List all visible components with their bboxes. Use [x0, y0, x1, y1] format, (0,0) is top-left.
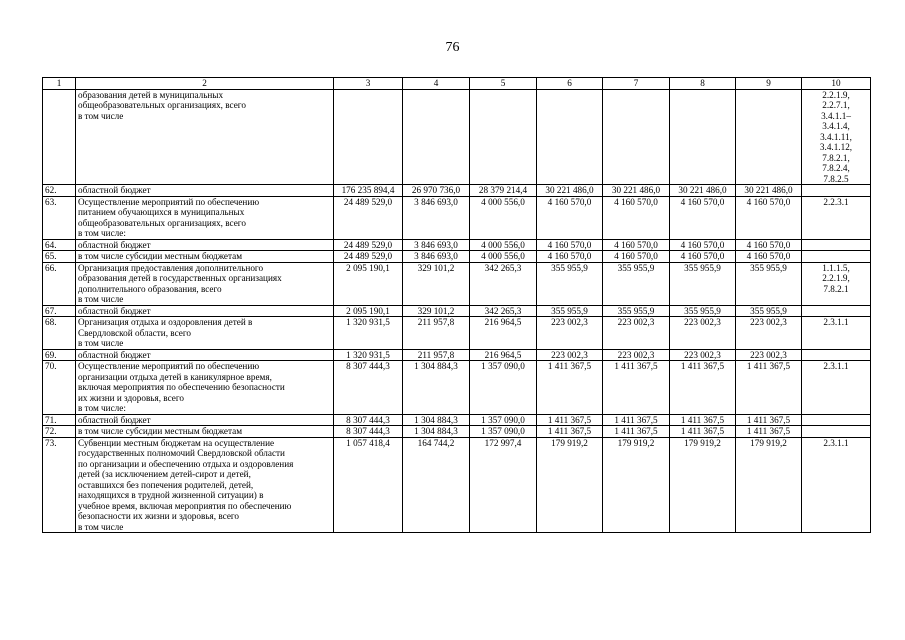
row-description	[76, 239, 334, 251]
target-reference-line: 7.8.2.1,	[822, 152, 850, 163]
description-line: образования детей в государственных организациях	[78, 273, 282, 283]
description-line: в том числе субсидии местным бюджетам	[78, 251, 243, 261]
description-line: их жизни и здоровья, всего	[78, 392, 184, 403]
column-header-3: 3	[334, 78, 403, 90]
description-line: общеобразовательных организациях, всего	[78, 100, 246, 110]
description-line: Осуществление мероприятий по обеспечению	[78, 196, 260, 207]
value-cell-col7: 1 411 367,5	[603, 426, 670, 438]
target-reference-line: 2.3.1.1	[823, 317, 849, 327]
value-cell-col3: 24 489 529,0	[334, 239, 403, 251]
description-line: в том числе:	[78, 228, 126, 238]
target-reference-line: 3.4.1.4,	[822, 121, 850, 131]
value-cell-col9: 1 411 367,5	[736, 361, 802, 415]
value-cell-col5: 1 357 090,0	[470, 361, 537, 415]
value-cell-col5	[470, 89, 537, 185]
table-row	[43, 437, 871, 533]
value-cell-col9: 4 160 570,0	[736, 239, 802, 251]
value-cell-col9: 1 411 367,5	[736, 426, 802, 438]
value-cell-col5: 216 964,5	[470, 317, 537, 350]
table-row	[43, 426, 871, 438]
value-cell-col9: 355 955,9	[736, 262, 802, 305]
value-cell-col3: 24 489 529,0	[334, 251, 403, 263]
target-reference-line: 3.4.1.12,	[819, 142, 853, 152]
value-cell-col6: 223 002,3	[537, 317, 603, 350]
value-cell-col7: 4 160 570,0	[603, 251, 670, 263]
row-description	[76, 196, 334, 239]
value-cell-col5: 342 265,3	[470, 305, 537, 317]
value-cell-col4: 1 304 884,3	[403, 426, 470, 438]
description-line: дополнительного образования, всего	[78, 283, 222, 294]
description-line: в том числе субсидии местным бюджетам	[78, 426, 243, 436]
row-description	[76, 89, 334, 185]
description-line: в том числе	[78, 110, 124, 121]
value-cell-col9: 30 221 486,0	[736, 185, 802, 197]
value-cell-col7: 355 955,9	[603, 305, 670, 317]
target-reference-line: 3.4.1.11,	[820, 131, 852, 142]
row-description	[76, 361, 334, 415]
value-cell-col4: 26 970 736,0	[403, 185, 470, 197]
description-line: областной бюджет	[78, 305, 151, 316]
target-reference-cell	[802, 239, 871, 251]
description-line: областной бюджет	[78, 239, 151, 250]
table-row	[43, 251, 871, 263]
value-cell-col3: 2 095 190,1	[334, 305, 403, 317]
description-line: государственных полномочий Свердловской области	[78, 448, 285, 458]
value-cell-col8: 1 411 367,5	[670, 414, 736, 426]
value-cell-col6: 4 160 570,0	[537, 251, 603, 263]
row-number: 73.	[43, 437, 76, 533]
value-cell-col4: 211 957,8	[403, 349, 470, 361]
target-reference-cell	[802, 317, 871, 350]
value-cell-col6: 1 411 367,5	[537, 414, 603, 426]
row-number	[43, 89, 76, 185]
value-cell-col8: 30 221 486,0	[670, 185, 736, 197]
value-cell-col3: 1 320 931,5	[334, 349, 403, 361]
target-reference-cell	[802, 262, 871, 305]
target-reference-line: 2.2.1.9,	[822, 273, 850, 283]
column-header-8: 8	[670, 78, 736, 90]
table-row	[43, 89, 871, 185]
table-row	[43, 317, 871, 350]
value-cell-col4: 3 846 693,0	[403, 251, 470, 263]
value-cell-col4: 1 304 884,3	[403, 361, 470, 415]
column-header-7: 7	[603, 78, 670, 90]
target-reference-cell	[802, 196, 871, 239]
row-description	[76, 437, 334, 533]
target-reference-line: 2.2.3.1	[823, 196, 849, 207]
value-cell-col9: 223 002,3	[736, 317, 802, 350]
column-header-5: 5	[470, 78, 537, 90]
row-description	[76, 349, 334, 361]
value-cell-col6: 1 411 367,5	[537, 361, 603, 415]
description-line: общеобразовательных организациях, всего	[78, 217, 246, 228]
value-cell-col5: 342 265,3	[470, 262, 537, 305]
value-cell-col5: 172 997,4	[470, 437, 537, 533]
target-reference-line: 1.1.1.5,	[822, 262, 850, 273]
row-number: 62.	[43, 185, 76, 197]
value-cell-col7: 223 002,3	[603, 317, 670, 350]
description-line: включая мероприятия по обеспечению безопасности	[78, 382, 285, 392]
value-cell-col7	[603, 89, 670, 185]
value-cell-col4: 3 846 693,0	[403, 196, 470, 239]
value-cell-col7: 1 411 367,5	[603, 361, 670, 415]
header-row	[43, 78, 871, 90]
description-line: в том числе	[78, 338, 124, 348]
row-description	[76, 305, 334, 317]
value-cell-col4: 1 304 884,3	[403, 414, 470, 426]
value-cell-col4: 211 957,8	[403, 317, 470, 350]
value-cell-col6: 4 160 570,0	[537, 239, 603, 251]
target-reference-cell	[802, 349, 871, 361]
value-cell-col6: 223 002,3	[537, 349, 603, 361]
row-description	[76, 185, 334, 197]
description-line: находящихся в трудной жизненной ситуации) в	[78, 490, 264, 500]
value-cell-col6: 30 221 486,0	[537, 185, 603, 197]
value-cell-col8: 4 160 570,0	[670, 251, 736, 263]
description-line: в том числе	[78, 294, 124, 304]
column-header-2: 2	[76, 78, 334, 90]
description-line: безопасности их жизни и здоровья, всего	[78, 511, 240, 521]
description-line: Организация предоставления дополнительного	[78, 262, 264, 273]
value-cell-col8: 223 002,3	[670, 349, 736, 361]
row-description	[76, 317, 334, 350]
table-row	[43, 185, 871, 197]
target-reference-line: 3.4.1.1–	[821, 110, 851, 121]
value-cell-col6	[537, 89, 603, 185]
target-reference-cell	[802, 361, 871, 415]
table-row	[43, 361, 871, 415]
row-number: 63.	[43, 196, 76, 239]
value-cell-col9	[736, 89, 802, 185]
table-row	[43, 239, 871, 251]
value-cell-col3: 8 307 444,3	[334, 426, 403, 438]
value-cell-col5: 4 000 556,0	[470, 196, 537, 239]
target-reference-cell	[802, 414, 871, 426]
row-number: 69.	[43, 349, 76, 361]
value-cell-col3: 176 235 894,4	[334, 185, 403, 197]
column-header-9: 9	[736, 78, 802, 90]
value-cell-col8: 1 411 367,5	[670, 361, 736, 415]
value-cell-col8: 355 955,9	[670, 262, 736, 305]
value-cell-col6: 355 955,9	[537, 262, 603, 305]
value-cell-col4: 164 744,2	[403, 437, 470, 533]
description-line: областной бюджет	[78, 414, 151, 425]
target-reference-line: 7.8.2.1	[823, 283, 849, 294]
value-cell-col7: 4 160 570,0	[603, 239, 670, 251]
description-line: детей (за исключением детей-сирот и детей,	[78, 469, 251, 479]
value-cell-col4: 3 846 693,0	[403, 239, 470, 251]
value-cell-col3: 24 489 529,0	[334, 196, 403, 239]
value-cell-col5: 4 000 556,0	[470, 251, 537, 263]
value-cell-col3	[334, 89, 403, 185]
description-line: в том числе	[78, 521, 124, 532]
table-row	[43, 349, 871, 361]
value-cell-col7: 355 955,9	[603, 262, 670, 305]
value-cell-col6: 179 919,2	[537, 437, 603, 533]
target-reference-line: 2.2.7.1,	[822, 100, 850, 110]
value-cell-col8	[670, 89, 736, 185]
value-cell-col4: 329 101,2	[403, 262, 470, 305]
row-description	[76, 251, 334, 263]
table-body	[43, 78, 871, 533]
value-cell-col9: 4 160 570,0	[736, 251, 802, 263]
column-header-10: 10	[802, 78, 871, 90]
target-reference-cell	[802, 437, 871, 533]
value-cell-col8: 4 160 570,0	[670, 239, 736, 251]
value-cell-col8: 355 955,9	[670, 305, 736, 317]
row-number: 67.	[43, 305, 76, 317]
value-cell-col4: 329 101,2	[403, 305, 470, 317]
value-cell-col9: 179 919,2	[736, 437, 802, 533]
value-cell-col9: 1 411 367,5	[736, 414, 802, 426]
row-number: 64.	[43, 239, 76, 251]
description-line: Субвенции местным бюджетам на осуществление	[78, 437, 275, 448]
column-header-1: 1	[43, 78, 76, 90]
row-description	[76, 262, 334, 305]
value-cell-col3: 2 095 190,1	[334, 262, 403, 305]
target-reference-line: 7.8.2.4,	[822, 163, 850, 173]
column-header-4: 4	[403, 78, 470, 90]
row-number: 70.	[43, 361, 76, 415]
value-cell-col3: 8 307 444,3	[334, 361, 403, 415]
value-cell-col5: 4 000 556,0	[470, 239, 537, 251]
description-line: Свердловской области, всего	[78, 327, 191, 338]
target-reference-line: 2.3.1.1	[823, 361, 849, 371]
value-cell-col7: 30 221 486,0	[603, 185, 670, 197]
value-cell-col4	[403, 89, 470, 185]
row-number: 71.	[43, 414, 76, 426]
description-line: учебное время, включая мероприятия по обеспечению	[78, 500, 292, 511]
description-line: образования детей в муниципальных	[78, 89, 224, 100]
page-number: 76	[445, 40, 460, 55]
description-line: по организации и обеспечению отдыха и оздоровления	[78, 458, 294, 469]
row-number: 72.	[43, 426, 76, 438]
target-reference-line: 7.8.2.5	[823, 173, 849, 184]
table-row	[43, 414, 871, 426]
value-cell-col5: 1 357 090,0	[470, 414, 537, 426]
description-line: областной бюджет	[78, 185, 151, 195]
value-cell-col8: 179 919,2	[670, 437, 736, 533]
value-cell-col9: 223 002,3	[736, 349, 802, 361]
row-description	[76, 414, 334, 426]
budget-table	[42, 77, 871, 533]
value-cell-col7: 223 002,3	[603, 349, 670, 361]
value-cell-col7: 1 411 367,5	[603, 414, 670, 426]
column-header-6: 6	[537, 78, 603, 90]
row-description	[76, 426, 334, 438]
description-line: в том числе:	[78, 403, 126, 413]
description-line: питанием обучающихся в муниципальных	[78, 207, 245, 217]
description-line: Организация отдыха и оздоровления детей в	[78, 317, 253, 327]
value-cell-col6: 355 955,9	[537, 305, 603, 317]
value-cell-col7: 179 919,2	[603, 437, 670, 533]
description-line: Осуществление мероприятий по обеспечению	[78, 361, 260, 371]
value-cell-col3: 1 057 418,4	[334, 437, 403, 533]
description-line: организации отдыха детей в каникулярное время,	[78, 371, 272, 382]
value-cell-col6: 4 160 570,0	[537, 196, 603, 239]
value-cell-col9: 4 160 570,0	[736, 196, 802, 239]
table-row	[43, 262, 871, 305]
value-cell-col5: 28 379 214,4	[470, 185, 537, 197]
target-reference-cell	[802, 89, 871, 185]
value-cell-col5: 1 357 090,0	[470, 426, 537, 438]
row-number: 66.	[43, 262, 76, 305]
value-cell-col6: 1 411 367,5	[537, 426, 603, 438]
row-number: 68.	[43, 317, 76, 350]
target-reference-cell	[802, 251, 871, 263]
target-reference-cell	[802, 185, 871, 197]
value-cell-col8: 4 160 570,0	[670, 196, 736, 239]
target-reference-line: 2.3.1.1	[823, 437, 849, 448]
value-cell-col5: 216 964,5	[470, 349, 537, 361]
description-line: областной бюджет	[78, 349, 151, 360]
value-cell-col3: 1 320 931,5	[334, 317, 403, 350]
row-number: 65.	[43, 251, 76, 263]
target-reference-cell	[802, 305, 871, 317]
value-cell-col8: 223 002,3	[670, 317, 736, 350]
value-cell-col3: 8 307 444,3	[334, 414, 403, 426]
table-row	[43, 196, 871, 239]
value-cell-col8: 1 411 367,5	[670, 426, 736, 438]
target-reference-line: 2.2.1.9,	[822, 89, 850, 100]
value-cell-col7: 4 160 570,0	[603, 196, 670, 239]
value-cell-col9: 355 955,9	[736, 305, 802, 317]
description-line: оставшихся без попечения родителей, детей,	[78, 479, 254, 490]
table-row	[43, 305, 871, 317]
target-reference-cell	[802, 426, 871, 438]
